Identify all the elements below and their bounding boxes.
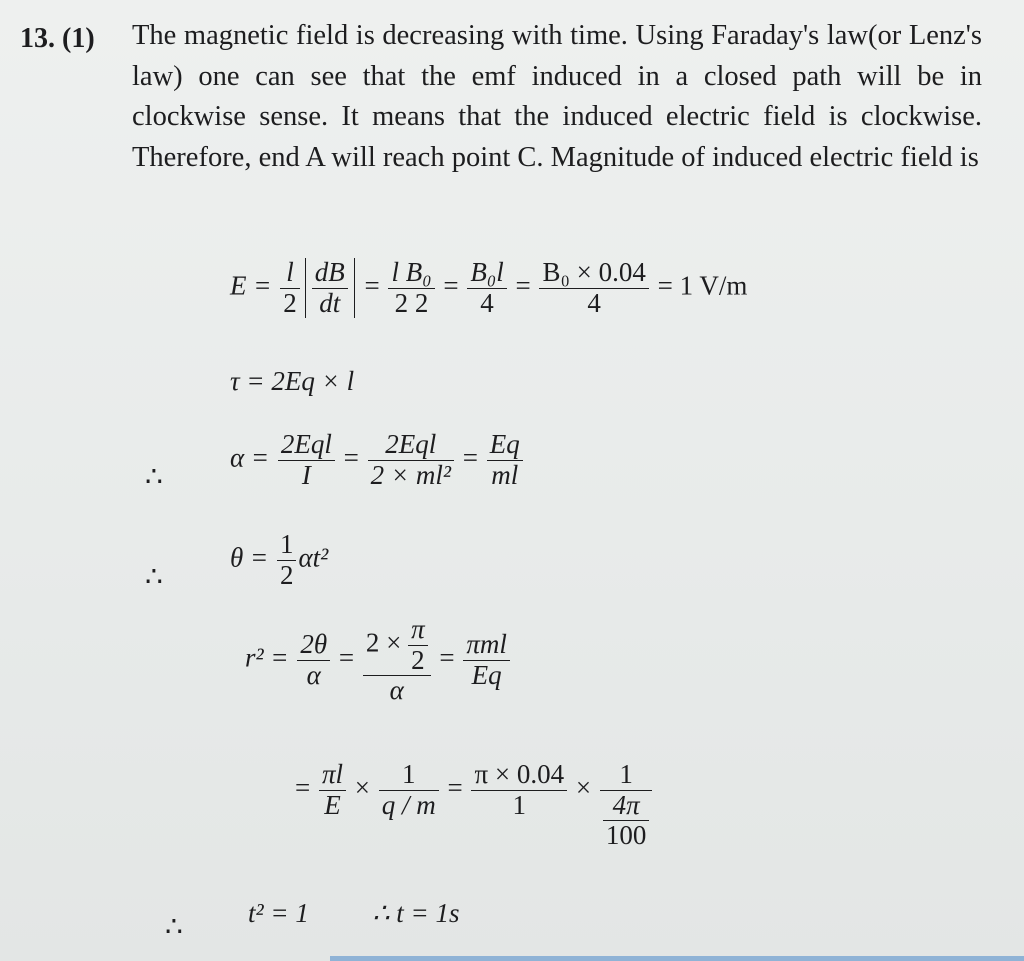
question-number: 13. — [20, 23, 55, 54]
therefore-symbol: ∴ — [145, 562, 163, 593]
equation-torque: τ = 2Eq × l — [230, 366, 355, 396]
equation-angle: θ = $\frac{1}{2}$ αt² — [230, 529, 329, 590]
therefore-symbol: ∴ — [145, 462, 163, 493]
solution-paragraph — [132, 16, 982, 178]
equation-electric-field: E = $\frac{l}{2}$ $\frac{dB}{dt}$ = $\frac{\text{l B₀}}{2 2}$ = $\frac{\text{B₀l}}{4}$ = $\frac{\text{B₀ × 0.04}}{4}$ = 1 V/m — [230, 257, 748, 318]
equation-t-squared: r² = $\frac{2\theta}{\alpha}$ = 2 × $\frac{\pi}{2}$ α = $\frac{\text{πml}}{Eq}$ — [245, 615, 512, 706]
equation-substitution: = $\frac{\pi l}{E}$ × $\frac{1}{q / m}$ = $\frac{\pi \times 0.04}{1}$ × $\frac{1}{\frac{4\pi}{100}}$ — [295, 760, 654, 851]
equation-final-time: t² = 1 ∴ t = 1s — [248, 898, 460, 928]
question-header — [20, 23, 95, 55]
page-edge-divider — [330, 956, 1024, 961]
answer-option: (1) — [62, 23, 95, 54]
solution-text: The magnetic field is decreasing with time. Using Faraday's law(or Lenz's law) one can see that the emf induced in a closed path will be in clockwise sense. It means that the induced electric field is clockwise. Therefore, end A will reach point C. Magnitude of induced electric field is — [132, 20, 982, 173]
equation-angular-acceleration: α = $\frac{\text{2Eql}}{I}$ = $\frac{\text{2Eql}}{\text{2 × ml²}}$ = $\frac{Eq}{ml}$ — [230, 430, 525, 490]
therefore-symbol: ∴ — [165, 912, 183, 943]
